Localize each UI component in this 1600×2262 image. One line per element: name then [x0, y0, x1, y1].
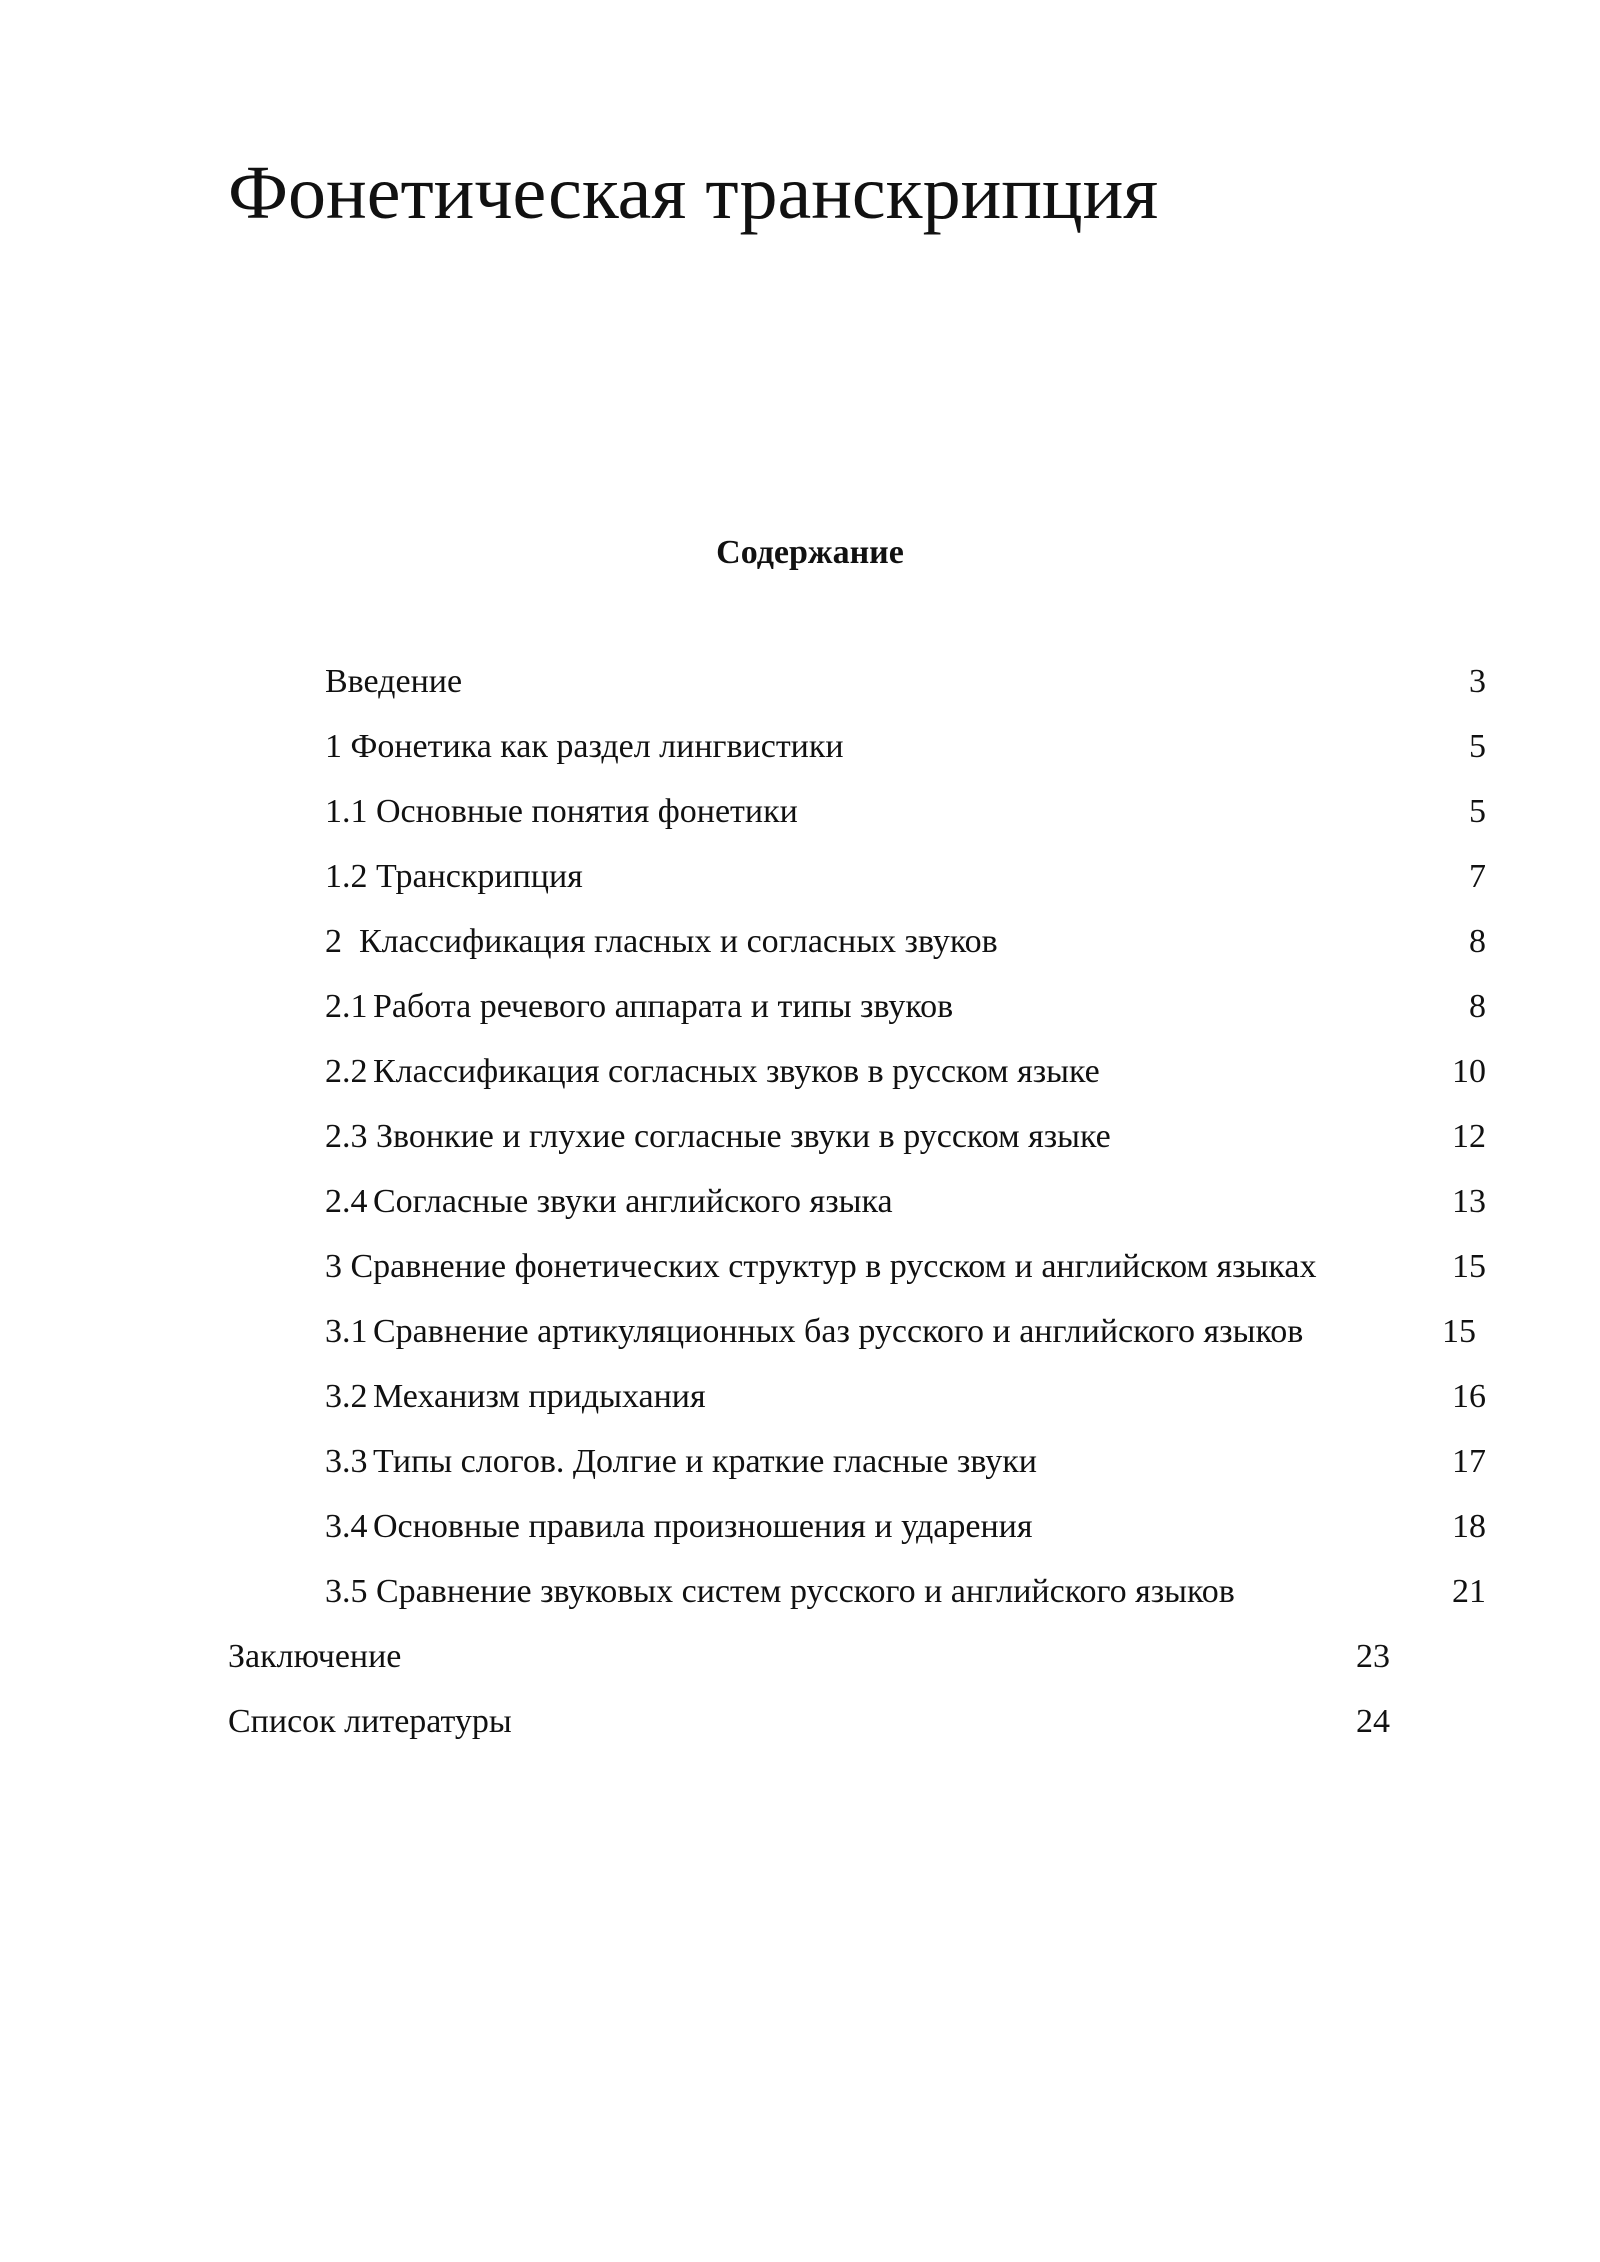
- toc-entry-label: 3.4 Основные правила произношения и ударения: [325, 1502, 1033, 1552]
- toc-entry[interactable]: [0, 722, 1600, 787]
- toc-entry-label: 2.4 Согласные звуки английского языка: [325, 1177, 893, 1227]
- toc-entry-label: 1.2 Транскрипция: [325, 858, 583, 895]
- toc-entry-number: 3.2: [325, 1378, 368, 1415]
- toc-heading: Содержание: [716, 534, 904, 571]
- toc-entry[interactable]: [0, 1372, 1600, 1437]
- toc-entry[interactable]: [0, 1567, 1600, 1632]
- toc-entry-page: 24: [1356, 1703, 1390, 1740]
- toc-entry-number: 3.4: [325, 1508, 368, 1545]
- toc-entry-page: 15: [1452, 1248, 1486, 1285]
- toc-entry-page: 17: [1452, 1443, 1486, 1480]
- toc-entry[interactable]: [0, 1307, 1600, 1372]
- toc-entry-page: 21: [1452, 1573, 1486, 1610]
- toc-entry-bibliography[interactable]: [0, 1697, 1600, 1762]
- toc-entry-label: Список литературы: [228, 1703, 512, 1740]
- toc-entry-label: 3.3 Типы слогов. Долгие и краткие гласные звуки: [325, 1437, 1037, 1487]
- table-of-contents: [0, 657, 1600, 1762]
- toc-entry-label: 3.1 Сравнение артикуляционных баз русского и английского языков: [325, 1307, 1303, 1357]
- toc-entry-page: 8: [1469, 988, 1486, 1025]
- toc-entry[interactable]: [0, 982, 1600, 1047]
- toc-entry-number: 3.1: [325, 1313, 368, 1350]
- toc-entry-label: 3.5 Сравнение звуковых систем русского и английского языков: [325, 1573, 1235, 1610]
- toc-entry[interactable]: [0, 917, 1600, 982]
- toc-entry-page: 3: [1469, 663, 1486, 700]
- toc-entry-page: 7: [1469, 858, 1486, 895]
- toc-entry-page: 13: [1452, 1183, 1486, 1220]
- toc-entry-page: 18: [1452, 1508, 1486, 1545]
- toc-entry-label: 2.3 Звонкие и глухие согласные звуки в русском языке: [325, 1118, 1111, 1155]
- toc-entry-page: 16: [1452, 1378, 1486, 1415]
- toc-entry-conclusion[interactable]: [0, 1632, 1600, 1697]
- toc-entry[interactable]: [0, 657, 1600, 722]
- toc-entry-page: 5: [1469, 793, 1486, 830]
- document-title: Фонетическая транскрипция: [228, 151, 1159, 235]
- toc-entry[interactable]: [0, 1177, 1600, 1242]
- toc-entry-number: 2.2: [325, 1053, 368, 1090]
- toc-entry[interactable]: [0, 1047, 1600, 1112]
- toc-entry-label: 3.2 Механизм придыхания: [325, 1372, 706, 1422]
- toc-entry-number: 2.1: [325, 988, 368, 1025]
- toc-entry-number: 2.4: [325, 1183, 368, 1220]
- toc-entry[interactable]: [0, 1112, 1600, 1177]
- toc-entry-page: 23: [1356, 1638, 1390, 1675]
- toc-entry-label: 1 Фонетика как раздел лингвистики: [325, 728, 844, 765]
- toc-entry-label: 2.1 Работа речевого аппарата и типы звуков: [325, 982, 953, 1032]
- toc-entry-page: 10: [1452, 1053, 1486, 1090]
- toc-entry[interactable]: [0, 1242, 1600, 1307]
- toc-entry-label: 3 Сравнение фонетических структур в русском и английском языках: [325, 1248, 1317, 1285]
- toc-entry[interactable]: [0, 787, 1600, 852]
- toc-entry-page: 12: [1452, 1118, 1486, 1155]
- toc-entry[interactable]: [0, 852, 1600, 917]
- toc-entry-label: Введение: [325, 663, 463, 700]
- toc-entry-label: 2.2 Классификация согласных звуков в русском языке: [325, 1047, 1100, 1097]
- toc-entry-number: 3.3: [325, 1443, 368, 1480]
- toc-entry-label: 1.1 Основные понятия фонетики: [325, 793, 798, 830]
- toc-entry-label: 2 Классификация гласных и согласных звуков: [325, 923, 998, 960]
- toc-entry-label: Заключение: [228, 1638, 402, 1675]
- toc-entry-page: 15: [1442, 1313, 1476, 1350]
- toc-entry[interactable]: [0, 1437, 1600, 1502]
- toc-entry-page: 5: [1469, 728, 1486, 765]
- toc-entry-page: 8: [1469, 923, 1486, 960]
- toc-entry[interactable]: [0, 1502, 1600, 1567]
